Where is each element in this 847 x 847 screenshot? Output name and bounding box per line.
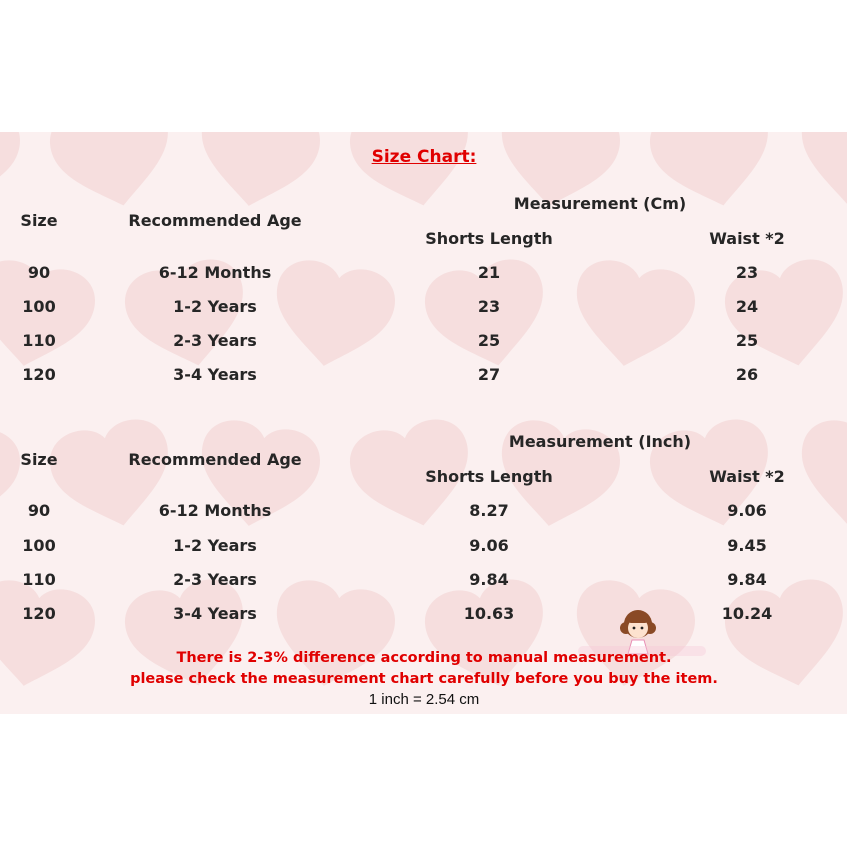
waist-cell: 23 [735, 263, 759, 282]
size-cell: 90 [27, 263, 51, 282]
size-cell: 100 [22, 297, 56, 316]
size-cell: 100 [22, 536, 56, 555]
heart-shape [344, 132, 481, 218]
age-cell: 1-2 Years [173, 297, 257, 316]
size-cell: 120 [22, 604, 56, 623]
age-cell: 3-4 Years [173, 365, 257, 384]
check-chart-note: please check the measurement chart carefully before you buy the item. [130, 671, 718, 687]
age-cell: 6-12 Months [158, 501, 272, 520]
waist-cell: 25 [735, 331, 759, 350]
length-cell: 9.06 [469, 536, 509, 555]
size-cell: 110 [22, 331, 56, 350]
waist-cell: 26 [735, 365, 759, 384]
size-header: Size [20, 450, 58, 469]
size-header: Size [20, 211, 58, 230]
waist-cell: 9.06 [727, 501, 767, 520]
heart-shape [790, 132, 847, 216]
heart-shape [190, 132, 325, 216]
heart-shape [265, 255, 400, 376]
measurement-cm-label: Measurement (Cm) [513, 194, 687, 213]
age-cell: 6-12 Months [158, 263, 272, 282]
heart-shape [0, 132, 25, 216]
recommended-age-header: Recommended Age [128, 450, 302, 469]
length-cell: 27 [477, 365, 501, 384]
length-cell: 21 [477, 263, 501, 282]
age-cell: 1-2 Years [173, 536, 257, 555]
shorts-length-header: Shorts Length [425, 467, 553, 486]
size-chart-banner [0, 132, 847, 714]
measurement-difference-note: There is 2-3% difference according to manual measurement. [176, 650, 672, 666]
waist-cell: 9.84 [727, 570, 767, 589]
length-cell: 10.63 [463, 604, 515, 623]
heart-shape [790, 415, 847, 536]
waist-header: Waist *2 [709, 229, 785, 248]
length-cell: 8.27 [469, 501, 509, 520]
age-cell: 2-3 Years [173, 331, 257, 350]
heart-shape [44, 132, 181, 218]
length-cell: 23 [477, 297, 501, 316]
length-cell: 25 [477, 331, 501, 350]
size-cell: 90 [27, 501, 51, 520]
recommended-age-header: Recommended Age [128, 211, 302, 230]
waist-cell: 24 [735, 297, 759, 316]
heart-shape [0, 415, 25, 536]
age-cell: 3-4 Years [173, 604, 257, 623]
length-cell: 9.84 [469, 570, 509, 589]
size-cell: 120 [22, 365, 56, 384]
age-cell: 2-3 Years [173, 570, 257, 589]
heart-pattern-background [0, 132, 847, 714]
heart-shape [719, 573, 847, 697]
heart-shape [0, 575, 100, 696]
size-chart-title: Size Chart: [371, 147, 477, 167]
inch-conversion-note: 1 inch = 2.54 cm [368, 691, 480, 708]
waist-cell: 10.24 [721, 604, 773, 623]
shorts-length-header: Shorts Length [425, 229, 553, 248]
measurement-inch-label: Measurement (Inch) [508, 432, 692, 451]
waist-cell: 9.45 [727, 536, 767, 555]
size-cell: 110 [22, 570, 56, 589]
waist-header: Waist *2 [709, 467, 785, 486]
heart-shape [565, 255, 700, 376]
